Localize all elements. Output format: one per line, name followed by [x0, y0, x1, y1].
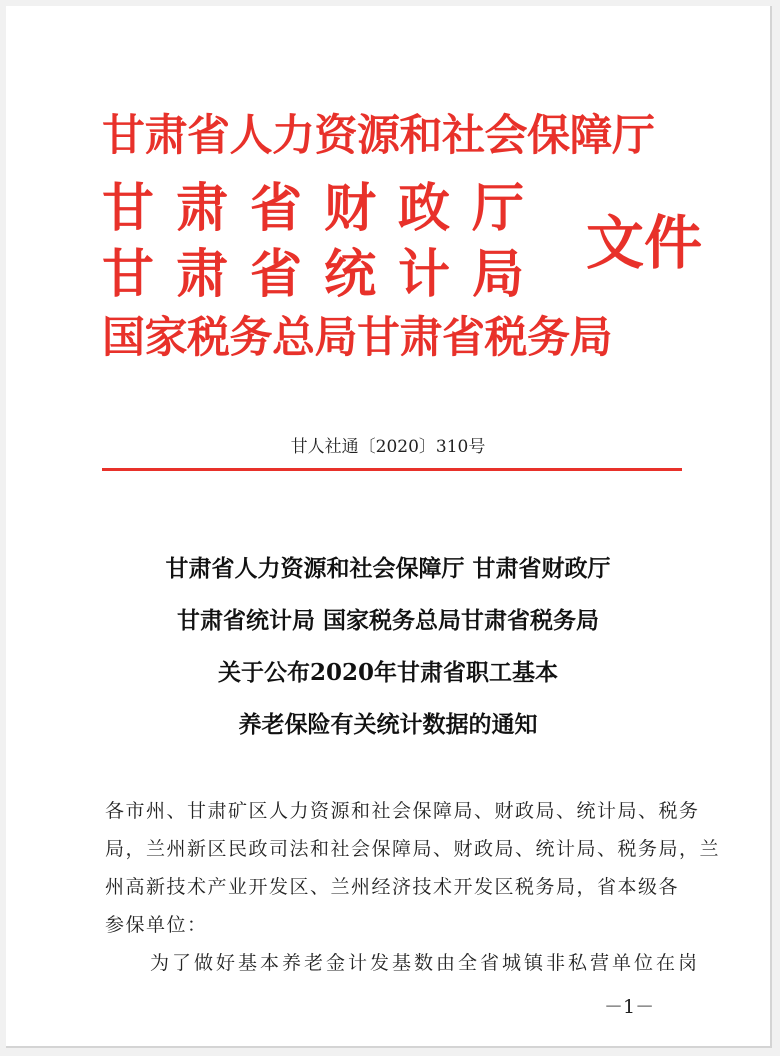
- issuer-line-2: 甘肃省财政厅: [102, 178, 547, 239]
- title-line-2: 甘肃省统计局 国家税务总局甘肃省税务局: [176, 607, 599, 634]
- body-line-5: 为了做好基本养老金计发基数由全省城镇非私营单位在岗: [150, 952, 701, 974]
- issuer-line-1: 甘肃省人力资源和社会保障厅: [102, 111, 655, 161]
- body-line-2: 局，兰州新区民政司法和社会保障局、财政局、统计局、税务局，兰: [105, 838, 721, 860]
- body-line-4: 参保单位：: [105, 914, 208, 936]
- red-divider: [102, 468, 682, 471]
- page-number: －1－: [604, 996, 655, 1018]
- issuer-line-4: 国家税务总局甘肃省税务局: [102, 313, 612, 363]
- title-line-4: 养老保险有关统计数据的通知: [238, 711, 538, 738]
- body-line-3: 州高新技术产业开发区、兰州经济技术开发区税务局，省本级各: [105, 876, 680, 898]
- document-page: [6, 6, 772, 1048]
- title-line-1: 甘肃省人力资源和社会保障厅 甘肃省财政厅: [165, 555, 611, 582]
- doc-type-label: 文件: [586, 209, 703, 277]
- doc-number: 甘人社通〔2020〕310号: [290, 437, 486, 457]
- body-line-1: 各市州、甘肃矿区人力资源和社会保障局、财政局、统计局、税务: [105, 800, 700, 822]
- issuer-line-3: 甘肃省统计局: [102, 244, 547, 305]
- title-line-3: 关于公布2020年甘肃省职工基本: [217, 659, 558, 686]
